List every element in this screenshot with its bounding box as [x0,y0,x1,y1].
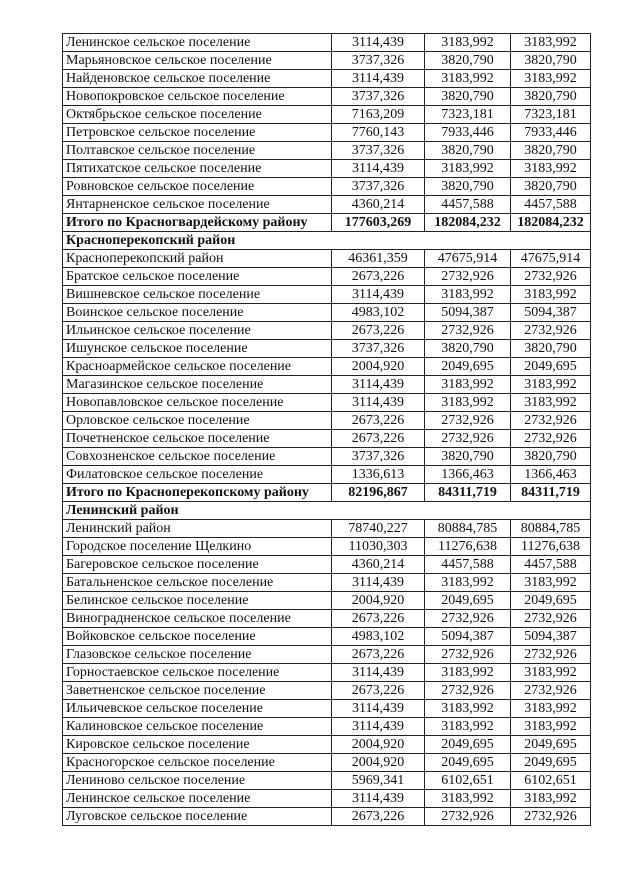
table-row [63,142,591,160]
value-year2-cell: 2732,926 [425,808,511,826]
settlement-name-cell: Новопокровское сельское поселение [63,88,332,106]
settlement-name-cell: Найденовское сельское поселение [63,70,332,88]
settlement-name-cell: Вишневское сельское поселение [63,286,332,304]
settlement-name-cell: Почетненское сельское поселение [63,430,332,448]
value-year2-cell: 182084,232 [425,214,511,232]
table-row [63,430,591,448]
value-year3-cell: 6102,651 [511,772,591,790]
table-row [63,736,591,754]
table-row [63,646,591,664]
value-year2-cell: 3183,992 [425,376,511,394]
value-year1-cell: 2004,920 [332,754,425,772]
table-row [63,718,591,736]
value-year1-cell: 4983,102 [332,628,425,646]
value-year2-cell: 5094,387 [425,628,511,646]
table-row [63,268,591,286]
table-row [63,340,591,358]
value-year3-cell: 11276,638 [511,538,591,556]
table-row [63,790,591,808]
value-year3-cell: 3183,992 [511,700,591,718]
value-year3-cell: 5094,387 [511,628,591,646]
settlement-name-cell: Лениново сельское поселение [63,772,332,790]
settlement-name-cell: Калиновское сельское поселение [63,718,332,736]
settlement-name-cell: Батальненское сельское поселение [63,574,332,592]
value-year3-cell: 80884,785 [511,520,591,538]
value-year2-cell: 3820,790 [425,88,511,106]
settlement-name-cell: Ленинский район [63,520,332,538]
table-row [63,286,591,304]
table-row [63,754,591,772]
settlement-name-cell: Пятихатское сельское поселение [63,160,332,178]
value-year2-cell: 2049,695 [425,736,511,754]
value-year3-cell: 4457,588 [511,556,591,574]
settlement-name-cell: Новопавловское сельское поселение [63,394,332,412]
value-year3-cell: 3183,992 [511,394,591,412]
budget-allocation-table [62,33,591,826]
value-year2-cell: 2732,926 [425,412,511,430]
value-year1-cell: 78740,227 [332,520,425,538]
settlement-name-cell: Белинское сельское поселение [63,592,332,610]
value-year3-cell: 5094,387 [511,304,591,322]
settlement-name-cell: Багеровское сельское поселение [63,556,332,574]
value-year2-cell: 3820,790 [425,52,511,70]
settlement-name-cell: Красногорское сельское поселение [63,754,332,772]
value-year3-cell: 2732,926 [511,808,591,826]
settlement-name-cell: Итого по Красноперекопскому району [63,484,332,502]
value-year1-cell: 2673,226 [332,610,425,628]
settlement-name-cell: Войковское сельское поселение [63,628,332,646]
value-year3-cell: 2732,926 [511,682,591,700]
table-row [63,88,591,106]
value-year2-cell: 3183,992 [425,394,511,412]
value-year3-cell: 2732,926 [511,322,591,340]
settlement-name-cell: Янтарненское сельское поселение [63,196,332,214]
value-year2-cell: 47675,914 [425,250,511,268]
table-row [63,52,591,70]
settlement-name-cell: Луговское сельское поселение [63,808,332,826]
value-year3-cell: 3820,790 [511,448,591,466]
table-row [63,808,591,826]
value-year3-cell: 3183,992 [511,664,591,682]
table-row [63,592,591,610]
value-year1-cell: 3737,326 [332,340,425,358]
settlement-name-cell: Ленинское сельское поселение [63,790,332,808]
value-year2-cell: 2732,926 [425,610,511,628]
settlement-name-cell: Октябрьское сельское поселение [63,106,332,124]
value-year1-cell: 3737,326 [332,448,425,466]
value-year2-cell: 3820,790 [425,142,511,160]
value-year2-cell: 84311,719 [425,484,511,502]
table-row [63,556,591,574]
value-year3-cell: 2732,926 [511,412,591,430]
value-year2-cell: 3820,790 [425,340,511,358]
value-year3-cell: 2732,926 [511,430,591,448]
settlement-name-cell: Марьяновское сельское поселение [63,52,332,70]
value-year1-cell: 2673,226 [332,322,425,340]
settlement-name-cell: Итого по Красногвардейскому району [63,214,332,232]
settlement-name-cell: Заветненское сельское поселение [63,682,332,700]
value-year1-cell: 2673,226 [332,268,425,286]
value-year2-cell: 80884,785 [425,520,511,538]
value-year1-cell: 2004,920 [332,592,425,610]
settlement-name-cell: Красноармейское сельское поселение [63,358,332,376]
value-year3-cell: 182084,232 [511,214,591,232]
table-row [63,178,591,196]
section-header-row [63,502,591,520]
value-year3-cell: 3183,992 [511,34,591,52]
settlement-name-cell: Ильинское сельское поселение [63,322,332,340]
value-year2-cell: 3183,992 [425,34,511,52]
value-year3-cell: 3820,790 [511,88,591,106]
value-year1-cell: 3114,439 [332,664,425,682]
value-year1-cell: 4360,214 [332,196,425,214]
value-year1-cell: 3114,439 [332,394,425,412]
settlement-name-cell: Братское сельское поселение [63,268,332,286]
value-year1-cell: 3737,326 [332,142,425,160]
value-year2-cell: 2049,695 [425,358,511,376]
table-row [63,376,591,394]
section-header-row [63,232,591,250]
value-year3-cell: 3183,992 [511,718,591,736]
value-year2-cell: 3820,790 [425,448,511,466]
value-year3-cell: 3820,790 [511,52,591,70]
settlement-name-cell: Воинское сельское поселение [63,304,332,322]
table-row [63,700,591,718]
value-year3-cell: 3183,992 [511,286,591,304]
value-year1-cell: 3737,326 [332,88,425,106]
value-year1-cell: 11030,303 [332,538,425,556]
value-year3-cell: 3820,790 [511,142,591,160]
value-year3-cell: 1366,463 [511,466,591,484]
value-year2-cell: 6102,651 [425,772,511,790]
value-year2-cell: 1366,463 [425,466,511,484]
table-row [63,682,591,700]
table-row [63,394,591,412]
value-year2-cell: 5094,387 [425,304,511,322]
value-year3-cell: 3820,790 [511,340,591,358]
section-title: Красноперекопский район [63,232,591,250]
total-row [63,214,591,232]
settlement-name-cell: Ишунское сельское поселение [63,340,332,358]
table-row [63,664,591,682]
table-row [63,160,591,178]
value-year1-cell: 2673,226 [332,682,425,700]
table-row [63,628,591,646]
value-year3-cell: 2732,926 [511,646,591,664]
value-year3-cell: 2049,695 [511,754,591,772]
value-year3-cell: 2732,926 [511,268,591,286]
settlement-name-cell: Совхозненское сельское поселение [63,448,332,466]
settlement-name-cell: Филатовское сельское поселение [63,466,332,484]
value-year3-cell: 3183,992 [511,574,591,592]
settlement-name-cell: Ленинское сельское поселение [63,34,332,52]
value-year1-cell: 3114,439 [332,790,425,808]
value-year1-cell: 2673,226 [332,646,425,664]
value-year3-cell: 7933,446 [511,124,591,142]
settlement-name-cell: Виноградненское сельское поселение [63,610,332,628]
value-year1-cell: 4983,102 [332,304,425,322]
settlement-name-cell: Глазовское сельское поселение [63,646,332,664]
table-row [63,412,591,430]
settlement-name-cell: Ровновское сельское поселение [63,178,332,196]
table-row [63,196,591,214]
value-year1-cell: 3114,439 [332,70,425,88]
value-year2-cell: 7933,446 [425,124,511,142]
value-year3-cell: 2049,695 [511,736,591,754]
value-year3-cell: 3183,992 [511,160,591,178]
value-year2-cell: 3183,992 [425,700,511,718]
table-row [63,124,591,142]
table-row [63,538,591,556]
value-year2-cell: 3183,992 [425,718,511,736]
value-year2-cell: 3183,992 [425,664,511,682]
value-year3-cell: 3183,992 [511,376,591,394]
value-year2-cell: 2049,695 [425,754,511,772]
value-year2-cell: 2732,926 [425,322,511,340]
value-year1-cell: 3114,439 [332,574,425,592]
settlement-name-cell: Красноперекопский район [63,250,332,268]
value-year1-cell: 7760,143 [332,124,425,142]
value-year3-cell: 84311,719 [511,484,591,502]
settlement-name-cell: Городское поселение Щелкино [63,538,332,556]
value-year2-cell: 7323,181 [425,106,511,124]
value-year2-cell: 3183,992 [425,160,511,178]
value-year1-cell: 177603,269 [332,214,425,232]
value-year3-cell: 3183,992 [511,70,591,88]
table-row [63,574,591,592]
table-row [63,34,591,52]
table-row [63,322,591,340]
value-year3-cell: 4457,588 [511,196,591,214]
value-year1-cell: 2004,920 [332,358,425,376]
value-year2-cell: 11276,638 [425,538,511,556]
value-year1-cell: 5969,341 [332,772,425,790]
value-year1-cell: 2673,226 [332,808,425,826]
table-row [63,358,591,376]
settlement-name-cell: Полтавское сельское поселение [63,142,332,160]
value-year1-cell: 3114,439 [332,160,425,178]
value-year1-cell: 1336,613 [332,466,425,484]
table-row [63,772,591,790]
value-year1-cell: 2004,920 [332,736,425,754]
value-year3-cell: 2049,695 [511,358,591,376]
table-row [63,106,591,124]
total-row [63,484,591,502]
value-year1-cell: 3737,326 [332,52,425,70]
value-year1-cell: 3737,326 [332,178,425,196]
settlement-name-cell: Ильичевское сельское поселение [63,700,332,718]
value-year1-cell: 3114,439 [332,34,425,52]
value-year1-cell: 2673,226 [332,430,425,448]
table-row [63,304,591,322]
table-row [63,610,591,628]
value-year2-cell: 2732,926 [425,430,511,448]
table-body [63,34,591,826]
value-year1-cell: 2673,226 [332,412,425,430]
value-year1-cell: 3114,439 [332,286,425,304]
value-year2-cell: 3820,790 [425,178,511,196]
value-year3-cell: 2732,926 [511,610,591,628]
settlement-name-cell: Магазинское сельское поселение [63,376,332,394]
settlement-name-cell: Орловское сельское поселение [63,412,332,430]
value-year1-cell: 7163,209 [332,106,425,124]
value-year3-cell: 7323,181 [511,106,591,124]
value-year2-cell: 2049,695 [425,592,511,610]
value-year2-cell: 2732,926 [425,682,511,700]
value-year2-cell: 3183,992 [425,286,511,304]
value-year2-cell: 2732,926 [425,268,511,286]
value-year1-cell: 3114,439 [332,718,425,736]
value-year2-cell: 4457,588 [425,556,511,574]
value-year2-cell: 3183,992 [425,574,511,592]
value-year3-cell: 3183,992 [511,790,591,808]
table-row [63,250,591,268]
value-year1-cell: 3114,439 [332,700,425,718]
settlement-name-cell: Петровское сельское поселение [63,124,332,142]
value-year3-cell: 47675,914 [511,250,591,268]
value-year2-cell: 3183,992 [425,790,511,808]
value-year1-cell: 3114,439 [332,376,425,394]
table-row [63,70,591,88]
value-year2-cell: 3183,992 [425,70,511,88]
table-row [63,448,591,466]
settlement-name-cell: Горностаевское сельское поселение [63,664,332,682]
table-row [63,520,591,538]
value-year1-cell: 46361,359 [332,250,425,268]
section-title: Ленинский район [63,502,591,520]
value-year1-cell: 4360,214 [332,556,425,574]
value-year2-cell: 4457,588 [425,196,511,214]
value-year1-cell: 82196,867 [332,484,425,502]
settlement-name-cell: Кировское сельское поселение [63,736,332,754]
value-year3-cell: 2049,695 [511,592,591,610]
table-row [63,466,591,484]
value-year2-cell: 2732,926 [425,646,511,664]
value-year3-cell: 3820,790 [511,178,591,196]
